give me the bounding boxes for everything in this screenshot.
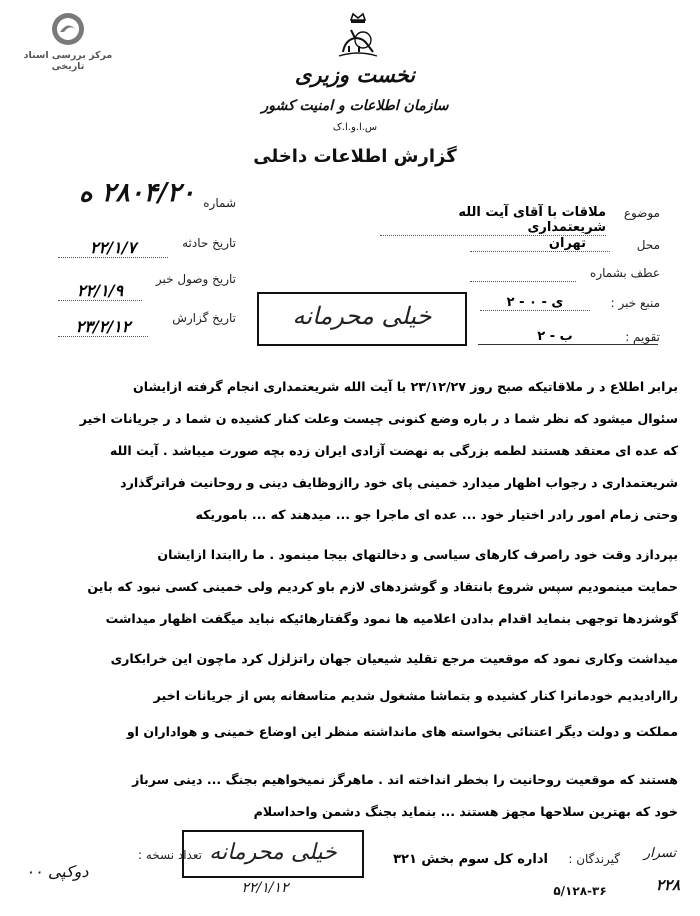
place-value: تهران [470,236,610,252]
body-line: راارادیدیم خودمانرا کنار کشیده و بتماشا مشغول شدیم متاسفانه پس از جریانات اخیر [153,688,678,703]
watermark-text: مرکز بررسی اسناد تاریخی [23,50,113,72]
number-label: شماره [203,196,236,210]
footer-date-note: ۲۲/۱/۱۲ [241,880,289,896]
handwritten-note-left: دوکپی ۰۰ [25,862,89,881]
evaluation-value: ب - ۲ [537,329,573,344]
body-line: هستند که موقعیت روحانیت را بخطر انداخته اند . ماهرگز نمیخواهیم بجنگ ... دینی سرباز [132,772,678,787]
ministry-title: نخست وزیری [294,62,416,87]
organization-code: س.ا.و.ا.ک [332,122,378,133]
body-line: حمایت مینمودیم سپس شروع بانتقاد و گوشزدهای لازم باو کردیم ولی خمینی کسی نبود که باین [87,579,678,594]
archive-logo-icon [46,10,90,48]
recipient-value: اداره کل سوم بخش ۳۲۱ [393,852,548,867]
body-line: میداشت وکاری نمود که موقعیت مرجع تقلید شیعیان جهان راتزلزل کرد ماچون این خرابکاری [110,651,678,666]
organization-name: سازمان اطلاعات و امنیت کشور [261,98,449,114]
report-title: گزارش اطلاعات داخلی [253,146,457,167]
classification-stamp-text: خیلی محرمانه [292,302,432,330]
receipt-date-value: ۲۲/۱/۹ [58,281,142,301]
place-label: محل [636,238,660,252]
body-line: سئوال میشود که نظر شما د ر باره وضع کنونی چیست وعلت کنار کشیده ن شما د ر جریانات اخیر [79,411,678,426]
body-line: خود که بهترین سلاحها مجهز هستند ... بنماید بجنگ دشمن واحداسلام [253,804,678,819]
footer-stamp-text: خیلی محرمانه [209,840,337,865]
footer-classification-stamp [182,830,364,878]
body-line: گوشزدها توجهی بنماید اقدام بدادن اعلامیه ها نمود وگفتارهائیکه نباید میگفت اظهار میداشت [105,611,678,626]
report-date-label: تاریخ گزارش [172,311,236,325]
archive-watermark [8,10,128,72]
subject-value: ملاقات با آقای آیت الله شریعتمداری [380,205,606,236]
evaluation-label: تقویم : [625,330,660,344]
body-line: وحتی زمام امور رادر اختیار خود ... عده ای ماجرا جو ... میدهند که ... باموریکه [195,507,678,522]
event-date-value: ۲۲/۱/۷ [58,238,168,258]
report-date-value: ۲۳/۲/۱۲ [58,317,148,337]
receipt-date-label: تاریخ وصول خبر [155,272,236,286]
body-line: بپردازد وقت خود راصرف کارهای سیاسی و دخالتهای بیجا مینمود . ما راابتدا ازایشان [157,547,678,562]
body-line: شریعتمداری د رجواب اظهار میدارد خمینی پای خود راازوظایف دینی و روحانیت فراترگذارد [120,475,678,490]
archive-code: ۵/۱۲۸-۳۶ [553,884,607,898]
source-value: ی - ۰ - ۲ [480,295,590,311]
ref-label: عطف بشماره [590,266,660,280]
body-line: که عده ای معتقد هستند لطمه بزرگی به نهضت آزادی ایران زده بچه صورت میباشد . آیت الله [109,443,678,458]
header-divider [478,344,658,345]
classification-stamp [257,292,467,346]
number-value: ۲۸۰۴/۲۰ ه [79,178,195,208]
subject-label: موضوع [623,206,660,220]
lion-and-sun-emblem-icon [333,10,383,60]
distribution-label: تعداد نسخه : [137,848,202,862]
page-number: ۲۲۸ [655,876,681,894]
body-line: برابر اطلاع د ر ملاقاتیکه صبح روز ۲۳/۱۲/۲۷ با آیت الله شریعتمداری انجام گرفته ازایشان [133,379,678,394]
event-date-label: تاریخ حادثه [182,236,236,250]
recipient-label: گیرندگان : [568,852,620,866]
body-line: مملکت و دولت دیگر اعتنائی بخواسته های مانداشته منظر این اوضاع خمینی و هواداران او [126,724,678,739]
ref-value-line [470,280,576,282]
handwritten-note-right: تسرار [643,846,677,861]
source-label: منبع خبر : [610,296,660,310]
